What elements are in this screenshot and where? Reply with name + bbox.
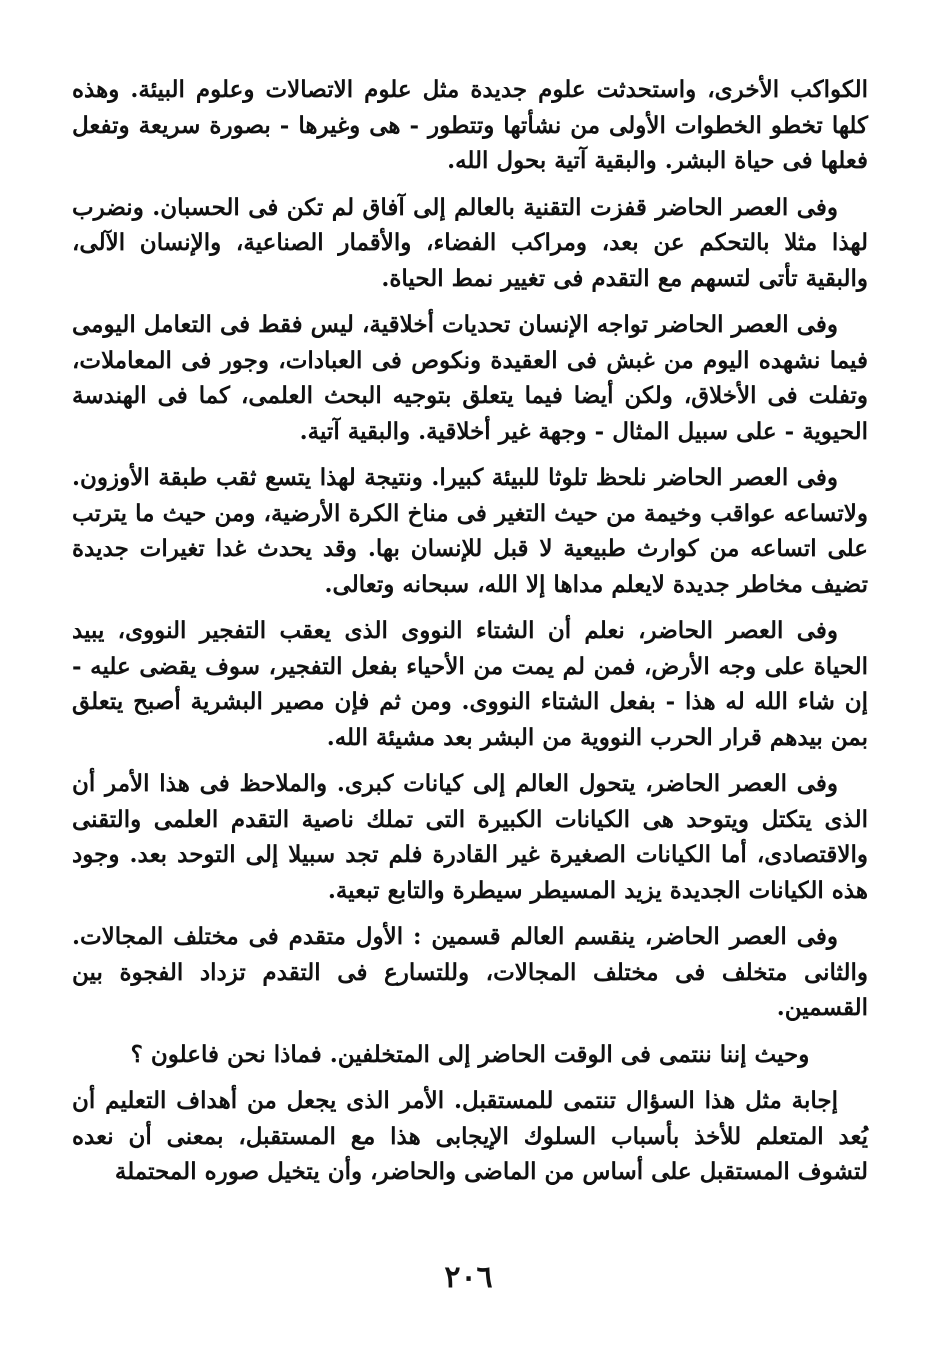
paragraph-5: وفى العصر الحاضر، نعلم أن الشتاء النووى الذى يعقب التفجير النووى، يبيد الحياة على وجه الأرض، فمن لم يمت من الأحياء بفعل التفجير، سوف يقضى عليه - إن شاء الله له هذا - بفعل الشتاء النووى. ومن ثم فإن مصير البشرية أصبح يتعلق بمن بيدهم قرار الحرب النووية من البشر بعد مشيئة الله.	[72, 617, 868, 751]
paragraph-9: إجابة مثل هذا السؤال تنتمى للمستقبل. الأمر الذى يجعل من أهداف التعليم أن يُعد المتعلم للأخذ بأسباب السلوك الإيجابى هذا مع المستقبل، بمعنى أن نعده لتشوف المستقبل على أساس من الماضى والحاضر، وأن يتخيل صوره المحتملة	[72, 1087, 868, 1185]
paragraph-1: الكواكب الأخرى، واستحدثت علوم جديدة مثل علوم الاتصالات وعلوم البيئة. وهذه كلها تخطو الخطوات الأولى من نشأتها وتتطور - هى وغيرها - بصورة سريعة وتفعل فعلها فى حياة البشر. والبقية آتية بحول الله.	[72, 76, 868, 174]
paragraph-7: وفى العصر الحاضر، ينقسم العالم قسمين : الأول متقدم فى مختلف المجالات. والثانى متخلف فى مختلف المجالات، وللتسارع فى التقدم تزداد الفجوة بين القسمين.	[72, 923, 868, 1021]
page-number: ٢٠٦	[444, 1260, 493, 1295]
paragraph-4: وفى العصر الحاضر نلحظ تلوثا للبيئة كبيرا. ونتيجة لهذا يتسع ثقب طبقة الأوزون. ولاتساعه عواقب وخيمة من حيث التغير فى مناخ الكرة الأرضية، ومن حيث ما يترتب على اتساعه من كوارث طبيعية لا قبل للإنسان بها. وقد يحدث غدا تغيرات جديدة تضيف مخاطر جديدة لايعلم مداها إلا الله، سبحانه وتعالى.	[72, 464, 868, 598]
page-body	[72, 72, 868, 1201]
paragraph-2: وفى العصر الحاضر قفزت التقنية بالعالم إلى آفاق لم تكن فى الحسبان. ونضرب لهذا مثلا بالتحكم عن بعد، ومراكب الفضاء، والأقمار الصناعية، والإنسان الآلى، والبقية تأتى لتسهم مع التقدم فى تغيير نمط الحياة.	[72, 193, 868, 292]
paragraph-question: وحيث إننا ننتمى فى الوقت الحاضر إلى المتخلفين. فماذا نحن فاعلون ؟	[130, 1040, 810, 1068]
paragraph-3: وفى العصر الحاضر تواجه الإنسان تحديات أخلاقية، ليس فقط فى التعامل اليومى فيما نشهده اليوم من غبش فى العقيدة ونكوص فى العبادات، وجور فى المعاملات، وتفلت فى الأخلاق، ولكن أيضا فيما يتعلق بتوجيه البحث العلمى، كما فى الهندسة الحيوية - على سبيل المثال - وجهة غير أخلاقية. والبقية آتية.	[72, 311, 868, 445]
paragraph-6: وفى العصر الحاضر، يتحول العالم إلى كيانات كبرى. والملاحظ فى هذا الأمر أن الذى يتكتل ويتوحد هى الكيانات الكبيرة التى تملك ناصية التقدم العلمى والتقنى والاقتصادى، أما الكيانات الصغيرة غير القادرة فلم تجد سبيلا إلى التوحد بعد. وجود هذه الكيانات الجديدة يزيد المسيطر سيطرة والتابع تبعية.	[72, 770, 868, 904]
